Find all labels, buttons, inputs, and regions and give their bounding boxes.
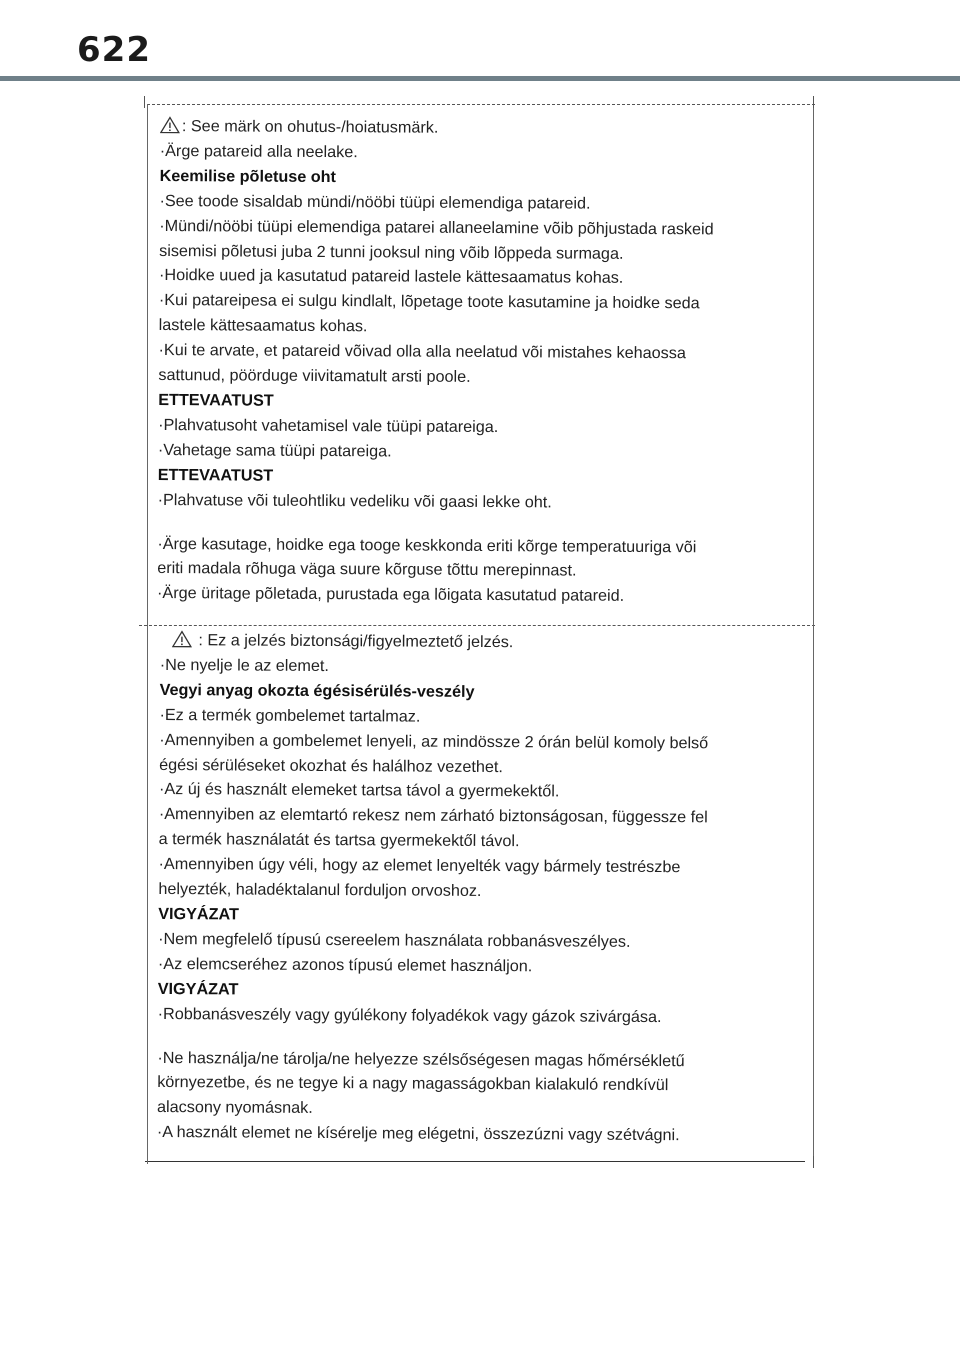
text-line: ·Amennyiben úgy véli, hogy az elemet lenyelték vagy bármely testrészbe — [158, 855, 681, 877]
text-line: ·Ne nyelje le az elemet. — [159, 655, 329, 675]
text-line: környezetbe, és ne tegye ki a nagy magasságokban kialakuló rendkívül — [157, 1073, 669, 1095]
text-line: ·Kui patareipesa ei sulgu kindlalt, lõpetage toote kasutamine ja hoidke seda — [158, 291, 700, 313]
text-line: ·Hoidke uued ja kasutatud patareid lastele kättesaamatus kohas. — [158, 266, 624, 288]
warning-triangle-icon — [160, 116, 180, 134]
text-line: ·Ärge kasutage, hoidke ega tooge keskkonda eriti kõrge temperatuuriga või — [157, 534, 697, 556]
box-bottom-border — [145, 1161, 805, 1162]
caution-heading: VIGYÁZAT — [157, 979, 239, 999]
scanned-label-box — [147, 104, 815, 1164]
text-line: ·Plahvatusoht vahetamisel vale tüüpi patareiga. — [158, 415, 499, 436]
text-line: ·Amennyiben az elemtartó rekesz nem zárható biztonságosan, függessze fel — [158, 805, 708, 827]
caution-heading: VIGYÁZAT — [158, 904, 239, 924]
text-line: alacsony nyomásnak. — [157, 1098, 313, 1118]
text-line: ·Nem megfelelő típusú csereelem használata robbanásveszélyes. — [158, 929, 631, 951]
text-line: sattunud, pöörduge viivitamatult arsti poole. — [158, 366, 471, 386]
text-line: helyezték, haladéktalanul forduljon orvoshoz. — [158, 880, 482, 901]
page-number: 622 — [77, 30, 151, 70]
text-line: ·Az elemcseréhez azonos típusú elemet használjon. — [157, 954, 533, 976]
warning-symbol-text: : Ez a jelzés biztonsági/figyelmeztető jelzés. — [193, 631, 514, 652]
text-line: ·Ez a termék gombelemet tartalmaz. — [159, 705, 421, 726]
header-rule — [0, 76, 960, 81]
box-right-border — [813, 104, 814, 1164]
text-line: égési sérüléseket okozhat és halálhoz vezethet. — [159, 755, 503, 776]
text-line: ·Amennyiben a gombelemet lenyeli, az mindössze 2 órán belül komoly belső — [159, 730, 709, 752]
text-line: ·Plahvatuse või tuleohtliku vedeliku või gaasi lekke oht. — [157, 490, 552, 511]
estonian-warning-section — [157, 114, 800, 610]
text-line: ·Az új és használt elemeket tartsa távol a gyermekektől. — [158, 780, 560, 801]
text-line: ·Ärge üritage põletada, purustada ega lõigata kasutatud patareid. — [157, 584, 625, 606]
warning-triangle-icon — [172, 630, 192, 648]
text-line: ·Ärge patareid alla neelake. — [159, 141, 358, 162]
crop-mark — [144, 96, 145, 108]
language-divider — [139, 625, 815, 626]
text-line: ·Ne használja/ne tárolja/ne helyezze szélsőségesen magas hőmérsékletű — [157, 1048, 685, 1070]
text-line: ·Robbanásveszély vagy gyúlékony folyadékok vagy gázok szivárgása. — [157, 1004, 662, 1026]
text-line: ·Kui te arvate, et patareid võivad olla alla neelatud või mistahes kehaossa — [158, 341, 686, 363]
text-line: lastele kättesaamatus kohas. — [158, 316, 368, 336]
section-heading: Keemilise põletuse oht — [159, 166, 336, 186]
text-line: ·Vahetage sama tüüpi patareiga. — [157, 440, 392, 461]
text-line: ·Mündi/nööbi tüüpi elemendiga patarei allaneelamine võib põhjustada raskeid — [159, 216, 714, 239]
text-line: sisemisi põletusi juba 2 tunni jooksul ning võib lõppeda surmaga. — [159, 241, 624, 263]
text-line: ·See toode sisaldab mündi/nööbi tüüpi elemendiga patareid. — [159, 191, 591, 213]
warning-symbol-line — [160, 114, 800, 143]
text-line: ·A használt elemet ne kísérelje meg elégetni, összezúzni vagy szétvágni. — [156, 1123, 680, 1145]
crop-mark — [813, 1156, 814, 1168]
text-line: a termék használatát és tartsa gyermekektől távol. — [158, 830, 520, 851]
caution-heading: ETTEVAATUST — [157, 465, 274, 485]
warning-symbol-text: : See märk on ohutus-/hoiatusmärk. — [181, 117, 439, 137]
caution-heading: ETTEVAATUST — [158, 390, 274, 410]
warning-symbol-line — [160, 628, 800, 657]
hungarian-warning-section — [157, 628, 800, 1149]
box-left-border — [147, 104, 148, 1164]
box-top-border — [147, 104, 815, 105]
crop-mark — [813, 96, 814, 108]
text-line: eriti madala rõhuga väga suure kõrguse tõttu merepinnast. — [157, 559, 577, 580]
section-heading: Vegyi anyag okozta égésisérülés-veszély — [159, 680, 475, 701]
